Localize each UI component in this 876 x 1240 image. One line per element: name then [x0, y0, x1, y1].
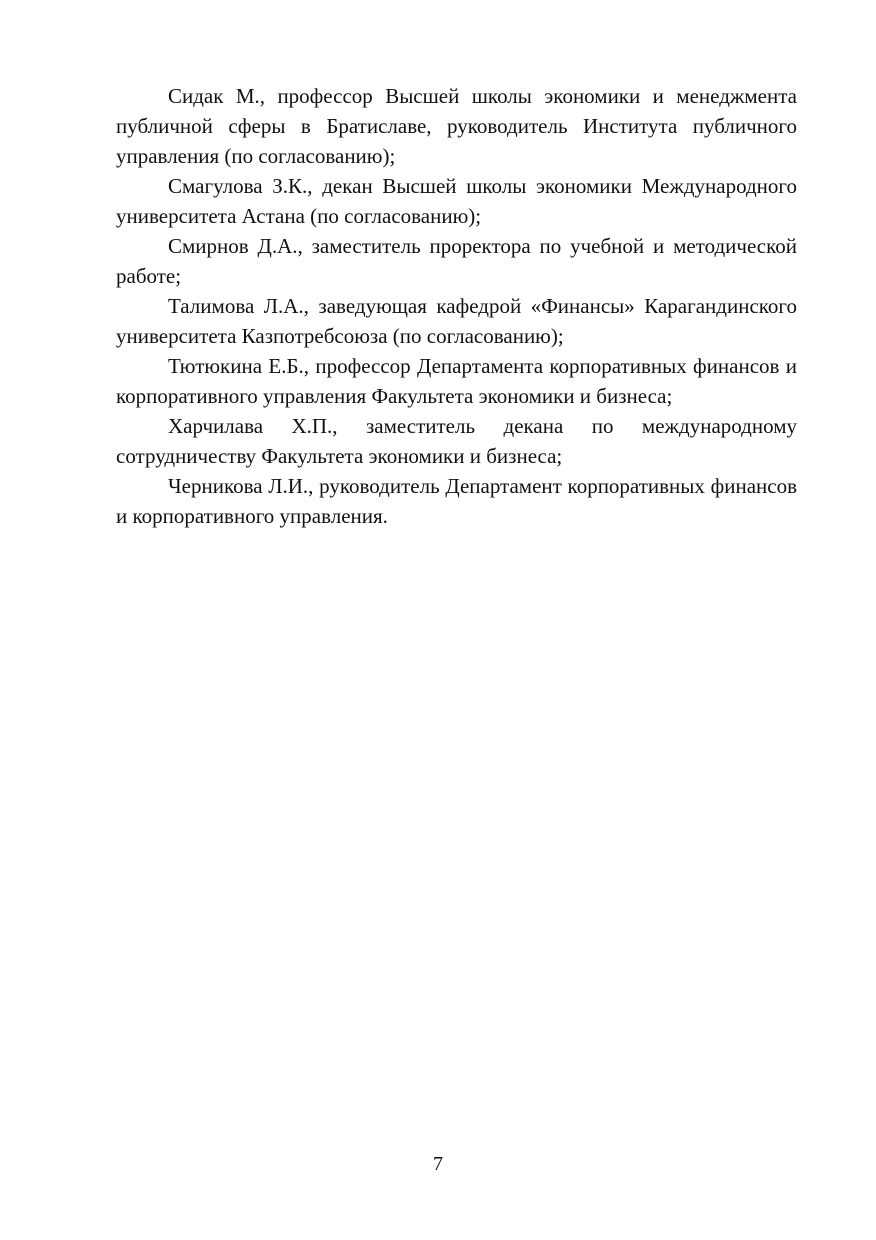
paragraph-smagulova: Смагулова З.К., декан Высшей школы экономики Международного университета Астана (по согласованию);	[116, 174, 797, 228]
paragraph-smirnov: Смирнов Д.А., заместитель проректора по учебной и методической работе;	[116, 234, 797, 288]
paragraph-kharchilava: Харчилава Х.П., заместитель декана по международному сотрудничеству Факультета экономики и бизнеса;	[116, 414, 797, 468]
paragraph-tyutyukina: Тютюкина Е.Б., профессор Департамента корпоративных финансов и корпоративного управления Факультета экономики и бизнеса;	[116, 354, 797, 408]
page-number: 7	[433, 1153, 443, 1175]
paragraph-talimova: Талимова Л.А., заведующая кафедрой «Финансы» Карагандинского университета Казпотребсоюза (по согласованию);	[116, 294, 797, 348]
document-body	[116, 81, 797, 531]
paragraph-chernikova: Черникова Л.И., руководитель Департамент корпоративных финансов и корпоративного управления.	[116, 474, 797, 528]
paragraph-sidak: Сидак М., профессор Высшей школы экономики и менеджмента публичной сферы в Братиславе, руководитель Института публичного управления (по согласованию);	[116, 84, 797, 168]
